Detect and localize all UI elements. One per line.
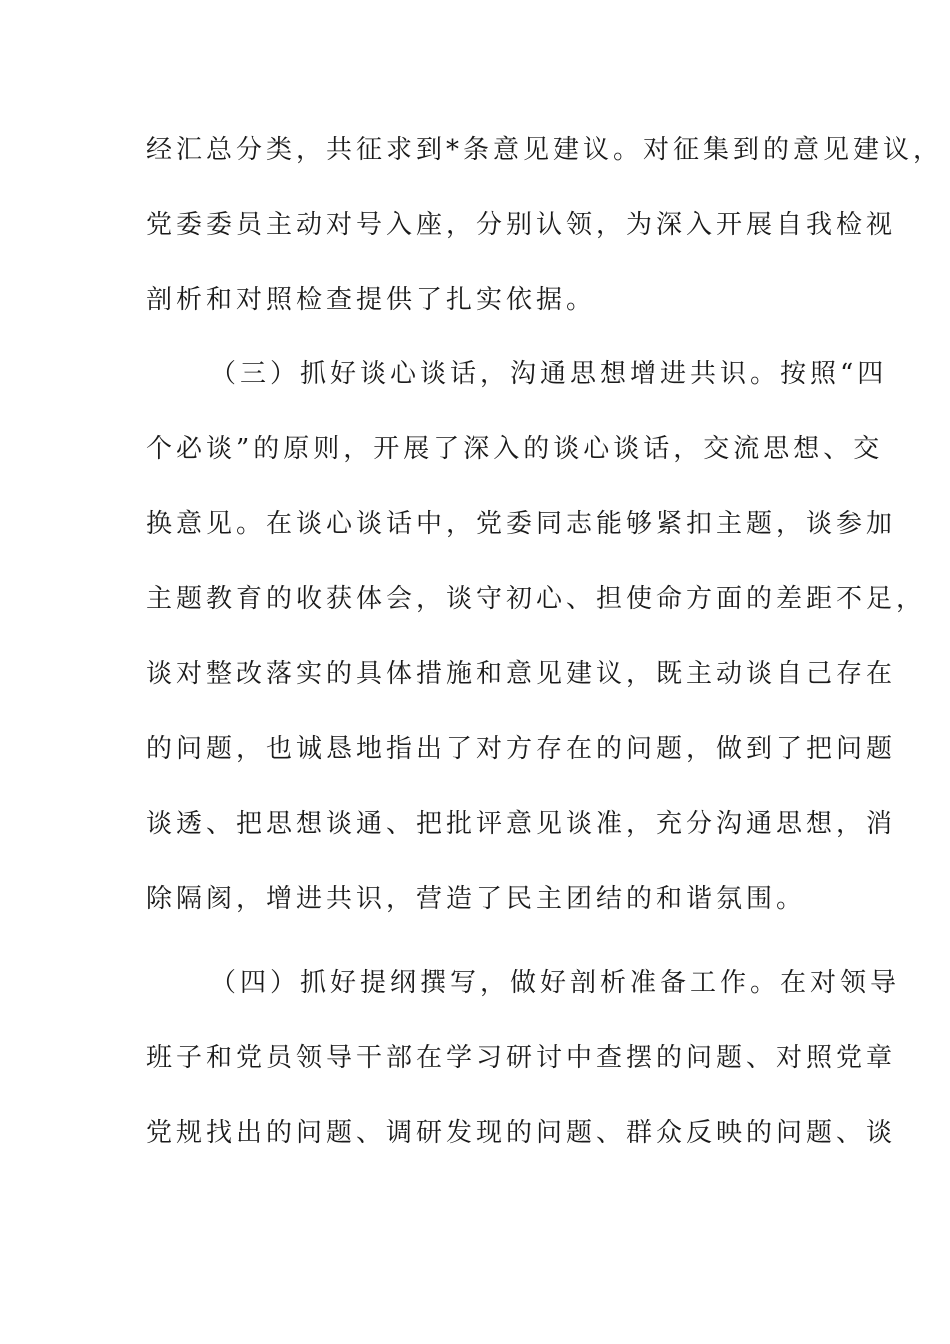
text-line: 主题教育的收获体会，谈守初心、担使命方面的差距不足， <box>146 584 927 614</box>
text-line: 党委委员主动对号入座，分别认领，为深入开展自我检视 <box>146 210 897 240</box>
text-line: 剖析和对照检查提供了扎实依据。 <box>146 285 597 315</box>
text-line: 谈对整改落实的具体措施和意见建议，既主动谈自己存在 <box>146 659 897 689</box>
section-heading-line: （三）抓好谈心谈话，沟通思想增进共识。按照“四 <box>210 359 888 389</box>
text-line: 谈透、把思想谈通、把批评意见谈准，充分沟通思想，消 <box>146 809 897 839</box>
text-line: 经汇总分类，共征求到*条意见建议。对征集到的意见建议， <box>146 135 944 165</box>
text-line: 党规找出的问题、调研发现的问题、群众反映的问题、谈 <box>146 1118 897 1148</box>
text-line: 班子和党员领导干部在学习研讨中查摆的问题、对照党章 <box>146 1043 897 1073</box>
section-heading-line: （四）抓好提纲撰写，做好剖析准备工作。在对领导 <box>210 968 901 998</box>
text-line: 的问题，也诚恳地指出了对方存在的问题，做到了把问题 <box>146 734 897 764</box>
text-line: 换意见。在谈心谈话中，党委同志能够紧扣主题，谈参加 <box>146 509 897 539</box>
text-line: 个必谈”的原则，开展了深入的谈心谈话，交流思想、交 <box>146 434 884 464</box>
text-line: 除隔阂，增进共识，营造了民主团结的和谐氛围。 <box>146 884 807 914</box>
